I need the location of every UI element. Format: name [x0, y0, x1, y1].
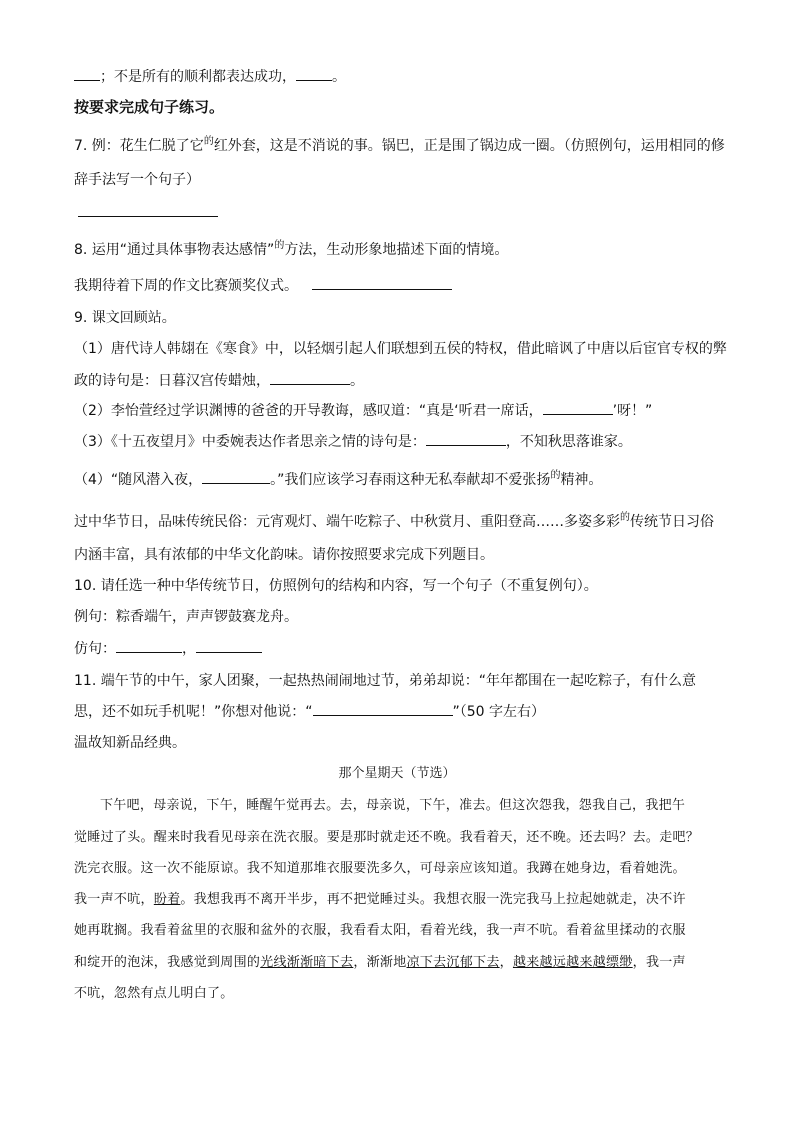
answer-blank[interactable]	[74, 66, 100, 81]
q6-tail: ；不是所有的顺利都表达成功， 。	[74, 66, 346, 87]
q10-imitate: 仿句： ，	[74, 638, 262, 659]
q9-p2: （2）李怡萱经过学识渊博的爸爸的开导教诲，感叹道：“真是‘听君一席话， ’呀！”	[74, 400, 652, 421]
passage-title: 那个星期天（节选）	[338, 766, 456, 781]
answer-blank[interactable]	[196, 638, 262, 653]
q10-title: 10. 请任选一种中华传统节日，仿照例句的结构和内容，写一个句子（不重复例句）。	[74, 578, 598, 594]
answer-blank[interactable]	[202, 469, 270, 484]
q9-p3: （3）《十五夜望月》中委婉表达作者思亲之情的诗句是： ，不知秋思落谁家。	[74, 431, 632, 452]
answer-blank[interactable]	[312, 275, 452, 290]
passage-line: 和绽开的泡沫，我感觉到周围的光线渐渐暗下去，渐渐地凉下去沉郁下去，越来越远越来越缥缈，我一声	[74, 955, 686, 970]
q9-p1-line1: （1）唐代诗人韩翃在《寒食》中，以轻烟引起人们联想到五侯的特权，借此暗讽了中唐以后宦官专权的弊	[74, 341, 727, 357]
section-heading: 按要求完成句子练习。	[74, 98, 225, 116]
passage-line: 洗完衣服。这一次不能原谅。我不知道那堆衣服要洗多久，可母亲应该知道。我蹲在她身边，看着她洗。	[74, 861, 686, 876]
answer-blank[interactable]	[116, 638, 182, 653]
q7-answer-line[interactable]	[74, 202, 218, 223]
q7-line1: 7. 例：花生仁脱了它$^的$红外套，这是不消说的事。锅巴，正是围了锅边成一圈。（仿照例句，运用相同的修	[74, 136, 725, 154]
intro-line2: 内涵丰富，具有浓郁的中华文化韵味。请你按照要求完成下列题目。	[74, 547, 494, 563]
passage-line: 下午吧，母亲说，下午，睡醒午觉再去。去，母亲说，下午，准去。但这次怨我，怨我自己，我把午	[100, 798, 686, 813]
q8-line1: 8. 运用“通过具体事物表达感情”$^的$方法，生动形象地描述下面的情境。	[74, 240, 509, 258]
answer-blank[interactable]	[270, 370, 350, 385]
answer-blank[interactable]	[543, 400, 613, 415]
answer-blank[interactable]	[313, 701, 453, 716]
passage-line: 觉睡过了头。醒来时我看见母亲在洗衣服。要是那时就走还不晚。我看着天，还不晚。还去吗？去。走吧？	[74, 830, 700, 845]
q8-line2: 我期待着下周的作文比赛颁奖仪式。	[74, 275, 452, 296]
passage-line: 她再耽搁。我看着盆里的衣服和盆外的衣服，我看看太阳，看着光线，我一声不吭。看着盆里揉动的衣服	[74, 923, 686, 938]
q11-line1: 11. 端午节的中午，家人团聚，一起热热闹闹地过节，弟弟却说：“年年都围在一起吃粽子，有什么意	[74, 673, 696, 689]
q7-line2: 辞手法写一个句子）	[74, 172, 200, 188]
q9-p4: （4）“随风潜入夜， 。”我们应该学习春雨这种无私奉献却不爱张扬$^的$精神。	[74, 470, 603, 488]
intro-line1: 过中华节日，品味传统民俗：元宵观灯、端午吃粽子、中秋赏月、重阳登高……多姿多彩$^的$传统节日习俗	[74, 512, 714, 530]
passage-line: 我一声不吭，盼着。我想我再不离开半步，再不把觉睡过头。我想衣服一洗完我马上拉起她就走，决不许	[74, 892, 686, 907]
q9-title: 9. 课文回顾站。	[74, 310, 176, 326]
q10-example: 例句：粽香端午，声声锣鼓赛龙舟。	[74, 609, 298, 625]
answer-blank[interactable]	[426, 431, 506, 446]
passage-line: 不吭，忽然有点儿明白了。	[74, 986, 234, 1001]
section-heading-2: 温故知新品经典。	[74, 735, 186, 751]
q11-line2: 思，还不如玩手机呢！”你想对他说：“ ”（50 字左右）	[74, 701, 545, 722]
q9-p1-line2: 政的诗句是：日暮汉宫传蜡烛， 。	[74, 370, 364, 391]
answer-blank[interactable]	[296, 66, 332, 81]
